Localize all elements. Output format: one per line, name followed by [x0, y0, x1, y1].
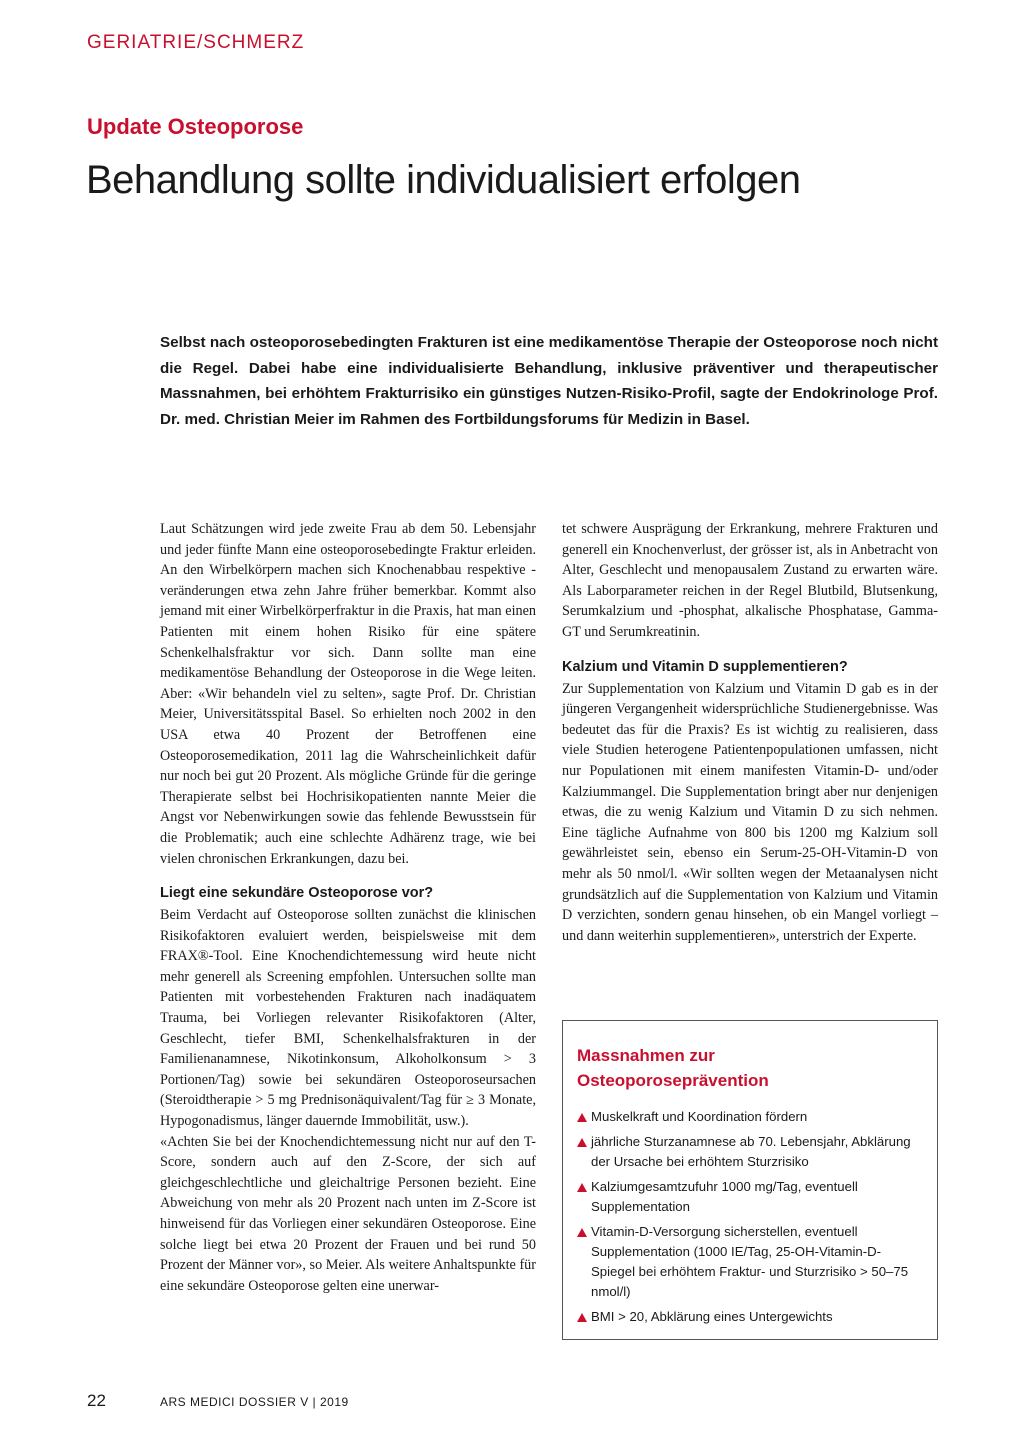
body-paragraph: Beim Verdacht auf Osteoporose sollten zunächst die klinischen Risikofaktoren evaluiert werden, beispielsweise mit dem FRAX®-Tool. Eine Knochendichtemessung wird heute nicht mehr generell als Screening empfohlen. Untersuchen sollte man Patienten mit vorbestehenden Frakturen nach inadäquatem Trauma, bei Vorliegen relevanter Risikofaktoren (Alter, Geschlecht, tiefer BMI, Schenkelhalsfrakturen in der Familienanamnese, Nikotinkonsum, Alkoholkonsum > 3 Portionen/Tag) sowie bei sekundären Osteoporoseursachen (Steroidtherapie > 5 mg Prednisonäquivalent/Tag für ≥ 3 Monate, Hypogonadismus, länger dauernde Immobilität, usw.). [160, 907, 536, 1130]
body-paragraph: Laut Schätzungen wird jede zweite Frau ab dem 50. Lebensjahr und jeder fünfte Mann eine osteoporosebedingte Fraktur erleiden. An den Wirbelkörpern machen sich Knochenabbau respektive -veränderungen etwa zehn Jahre früher bemerkbar. Kommt also jemand mit einer Wirbelkörperfraktur in die Praxis, hat man einen Patienten mit einem hohen Risiko für eine spätere Schenkelhalsfraktur vor sich. Dann sollte man eine medikamentöse Behandlung der Osteoporose in die Wege leiten. Aber: «Wir behandeln viel zu selten», sagte Prof. Dr. Christian Meier, Universitätsspital Basel. So erhielten noch 2002 in den USA etwa 40 Prozent der Betroffenen eine Osteoporosemedikation, 2011 lag die Wahrscheinlichkeit dafür nur noch bei gut 20 Prozent. Als mögliche Gründe für die geringe Therapierate selbst bei Hochrisikopatienten nannte Meier die Angst vor Nebenwirkungen sowie das fehlende Bewusstsein für die Problematik; auch eine schlechte Adhärenz trage, wie bei vielen chronischen Erkrankungen, dazu bei. [160, 521, 536, 867]
list-item: Kalziumgesamtzufuhr 1000 mg/Tag, eventuell Supplementation [577, 1177, 923, 1217]
section-subhead: Kalzium und Vitamin D supplementieren? [562, 658, 848, 675]
prevention-list [577, 1107, 923, 1327]
box-title-line: Osteoporoseprävention [577, 1071, 769, 1090]
journal-name: ARS MEDICI DOSSIER V | 2019 [160, 1395, 349, 1409]
section-subhead: Liegt eine sekundäre Osteoporose vor? [160, 885, 434, 902]
list-item: Muskelkraft und Koordination fördern [577, 1107, 923, 1127]
list-item: Vitamin-D-Versorgung sicherstellen, eventuell Supplementation (1000 IE/Tag, 25-OH-Vitamin-D-Spiegel bei erhöhtem Fraktur- und Sturzrisiko > 50–75 nmol/l) [577, 1222, 923, 1302]
article-kicker: Update Osteoporose [87, 114, 304, 139]
triangle-bullet-icon [577, 1138, 587, 1147]
section-tag: GERIATRIE/SCHMERZ [87, 32, 305, 53]
body-paragraph: «Achten Sie bei der Knochendichtemessung nicht nur auf den T-Score, sondern auch auf den Z-Score, der sich auf gleichgeschlechtliche und gleichaltrige Personen bezieht. Eine Abweichung von mehr als 20 Prozent nach unten im Z-Score ist hinweisend für das Vorliegen einer sekundären Osteoporose. Eine solche liegt bei etwa 20 Prozent der Frauen und bei rund 50 Prozent der Männer vor», so Meier. Als weitere Anhaltspunkte für eine sekundäre Osteoporose gelten eine unerwar- [160, 1133, 536, 1294]
body-paragraph: Zur Supplementation von Kalzium und Vitamin D gab es in der jüngeren Vergangenheit widersprüchliche Studienergebnisse. Was bedeutet das für die Praxis? Es ist wichtig zu realisieren, dass viele Studien heterogene Patientenpopulationen umfassen, nicht nur Populationen mit einem manifesten Vitamin-D- und/oder Kalziummangel. Die Supplementation bringt aber nur denjenigen etwas, die zu wenig Kalzium und Vitamin D zu sich nehmen. Eine tägliche Aufnahme von 800 bis 1200 mg Kalzium soll gewährleistet sein, ebenso ein Serum-25-OH-Vitamin-D von mehr als 50 nmol/l. «Wir sollten wegen der Metaanalysen nicht grundsätzlich auf die Supplementation von Kalzium und Vitamin D verzichten, sondern genau hinsehen, ob ein Mangel vorliegt – und dann weiterhin supplementieren», unterstrich der Experte. [562, 680, 938, 944]
page-number: 22 [87, 1391, 106, 1410]
prevention-box [562, 1020, 938, 1340]
triangle-bullet-icon [577, 1183, 587, 1192]
article-title: Behandlung sollte individualisiert erfolgen [86, 158, 801, 202]
list-item: BMI > 20, Abklärung eines Untergewichts [577, 1307, 923, 1327]
body-paragraph: tet schwere Ausprägung der Erkrankung, mehrere Frakturen und generell ein Knochenverlust, der grösser ist, als in Anbetracht von Alter, Geschlecht und menopausalem Zustand zu erwarten wäre. Als Laborparameter reichen in der Regel Blutbild, Blutsenkung, Serumkalzium und -phosphat, alkalische Phosphatase, Gamma-GT und Serumkreatinin. [562, 521, 938, 640]
right-column [562, 519, 938, 946]
article-lead: Selbst nach osteoporosebedingten Frakturen ist eine medikamentöse Therapie der Osteoporose noch nicht die Regel. Dabei habe eine individualisierte Behandlung, inklusive präventiver und therapeutischer Massnahmen, bei erhöhtem Frakturrisiko ein günstiges Nutzen-Risiko-Profil, sagte der Endokrinologe Prof. Dr. med. Christian Meier im Rahmen des Fortbildungsforums für Medizin in Basel. [160, 334, 938, 428]
list-item: jährliche Sturzanamnese ab 70. Lebensjahr, Abklärung der Ursache bei erhöhtem Sturzrisiko [577, 1132, 923, 1172]
box-title-line: Massnahmen zur [577, 1046, 715, 1065]
triangle-bullet-icon [577, 1313, 587, 1322]
triangle-bullet-icon [577, 1228, 587, 1237]
box-title [577, 1043, 923, 1093]
triangle-bullet-icon [577, 1113, 587, 1122]
left-column [160, 519, 536, 1296]
